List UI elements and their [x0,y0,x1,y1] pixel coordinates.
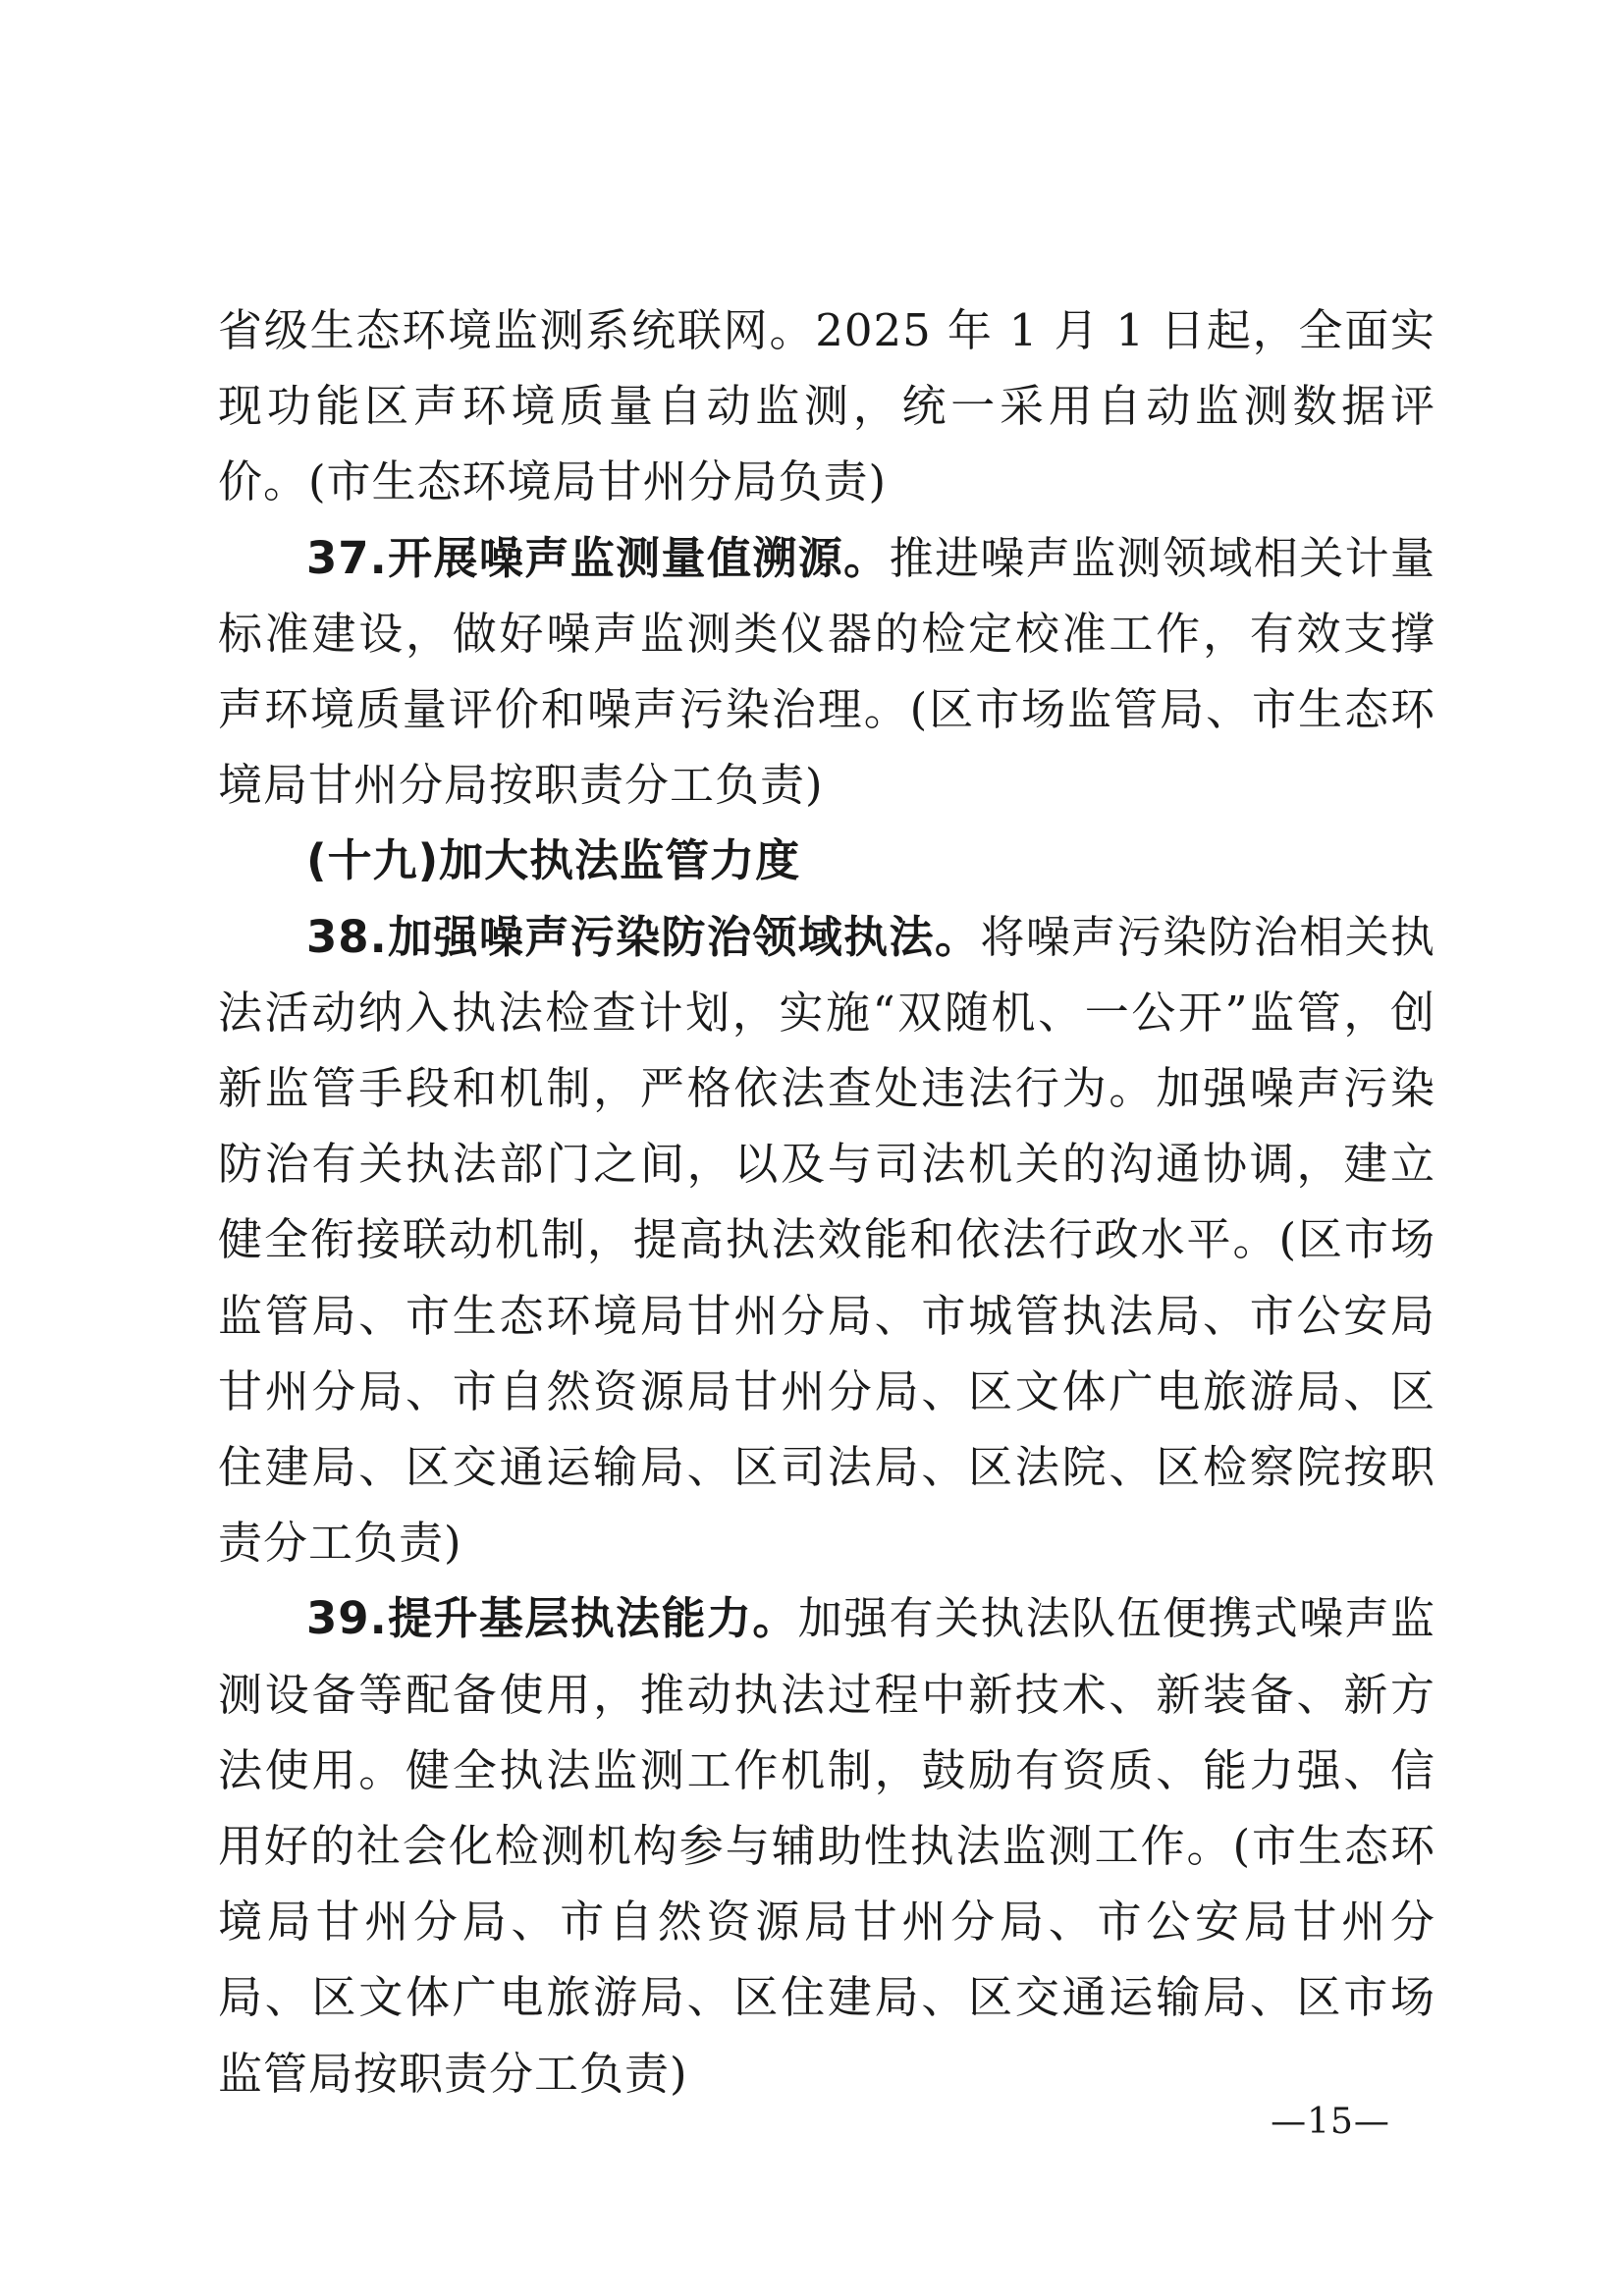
item-39-text: 加强有关执法队伍便携式噪声监测设备等配备使用，推动执法过程中新技术、新装备、新方法使用。健全执法监测工作机制，鼓励有资质、能力强、信用好的社会化检测机构参与辅助性执法监测工作。(市生态环境局甘州分局、市自然资源局甘州分局、市公安局甘州分局、区文体广电旅游局、区住建局、区交通运输局、区市场监管局按职责分工负责) [218,1592,1435,2100]
paragraph-text: 省级生态环境监测系统联网。2025 年 1 月 1 日起，全面实现功能区声环境质量自动监测，统一采用自动监测数据评价。(市生态环境局甘州分局负责) [218,304,1435,508]
item-39 [218,1580,1435,2110]
item-38-text: 将噪声污染防治相关执法活动纳入执法检查计划，实施“双随机、一公开”监管，创新监管手段和机制，严格依法查处违法行为。加强噪声污染防治有关执法部门之间，以及与司法机关的沟通协调，建立健全衔接联动机制，提高执法效能和依法行政水平。(区市场监管局、市生态环境局甘州分局、市城管执法局、市公安局甘州分局、市自然资源局甘州分局、区文体广电旅游局、区住建局、区交通运输局、区司法局、区法院、区检察院按职责分工负责) [218,910,1435,1570]
paragraph-continuation [218,293,1435,520]
item-38-lead: 38.加强噪声污染防治领域执法。 [306,910,981,963]
item-39-lead: 39.提升基层执法能力。 [306,1592,798,1645]
item-37-lead: 37.开展噪声监测量值溯源。 [306,531,890,584]
item-37 [218,520,1435,824]
document-body [218,293,1435,2111]
item-37-text: 推进噪声监测领域相关计量标准建设，做好噪声监测类仪器的检定校准工作，有效支撑声环境质量评价和噪声污染治理。(区市场监管局、市生态环境局甘州分局按职责分工负责) [218,531,1435,812]
page-number: —15— [1271,2102,1390,2142]
section-heading-19: (十九)加大执法监管力度 [306,834,801,887]
item-38 [218,899,1435,1581]
